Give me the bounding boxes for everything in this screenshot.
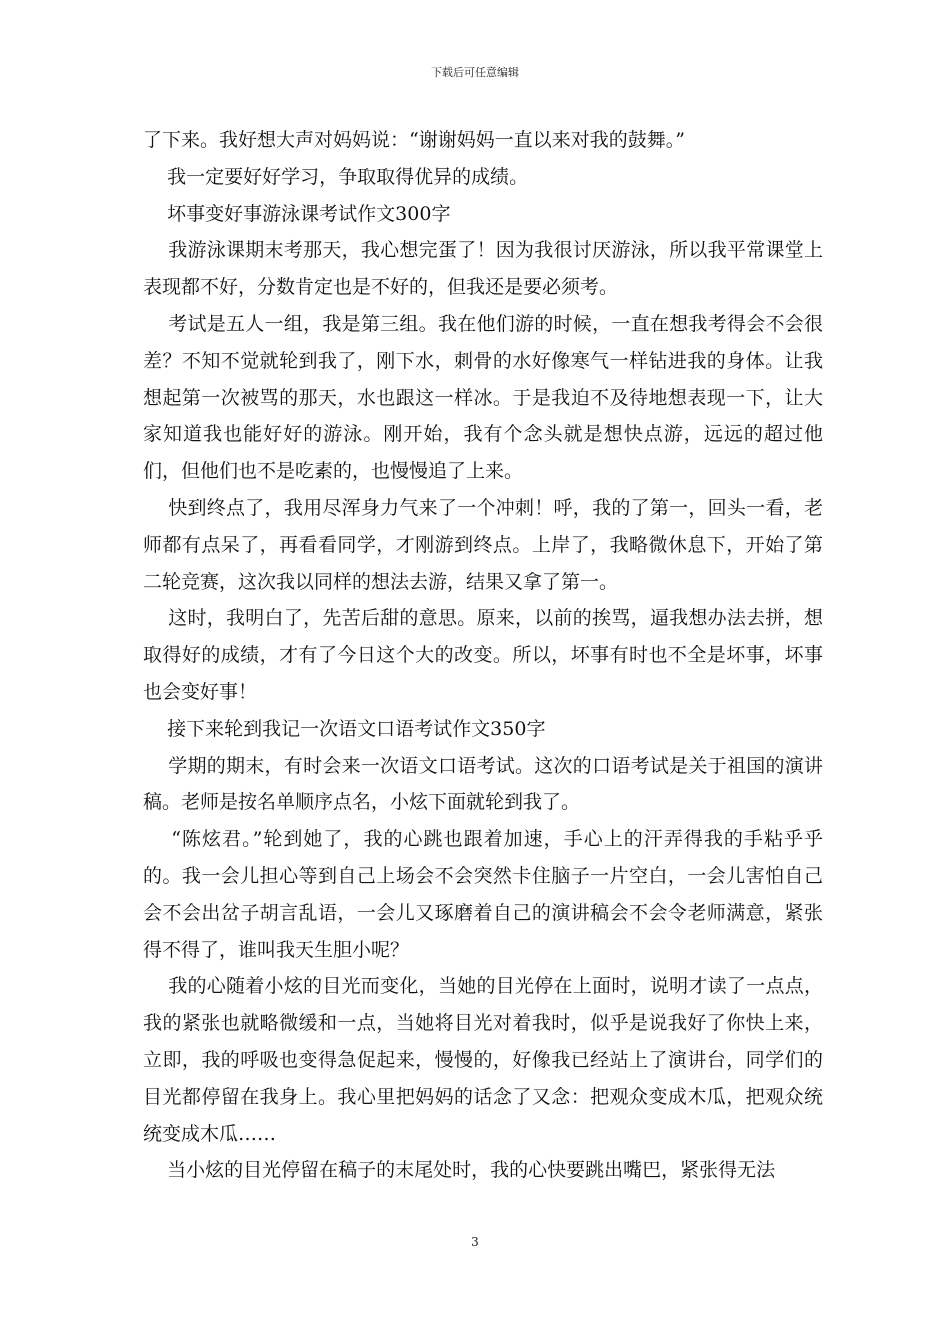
paragraph: 了下来。我好想大声对妈妈说：“谢谢妈妈一直以来对我的鼓舞。” bbox=[143, 129, 685, 151]
section-title: 接下来轮到我记一次语文口语考试作文350字 bbox=[143, 717, 546, 740]
section-title: 坏事变好事游泳课考试作文300字 bbox=[143, 202, 451, 225]
paragraph: 我一定要好好学习，争取取得优异的成绩。 bbox=[143, 165, 529, 188]
paragraph: 我游泳课期末考那天，我心想完蛋了！因为我很讨厌游泳，所以我平常课堂上表现都不好，分数肯定也是不好的，但我还是要必须考。 bbox=[143, 239, 823, 299]
paragraph: 考试是五人一组，我是第三组。我在他们游的时候，一直在想我考得会不会很差？不知不觉就轮到我了，刚下水，刺骨的水好像寒气一样钻进我的身体。让我想起第一次被骂的那天，水也跟这一样冰。于是我迫不及待地想表现一下，让大家知道我也能好好的游泳。刚开始，我有个念头就是想快点游，远远的超过他们，但他们也不是吃素的，也慢慢追了上来。 bbox=[143, 312, 823, 483]
page-number: 3 bbox=[471, 1235, 479, 1249]
paragraph: 当小炫的目光停留在稿子的末尾处时，我的心快要跳出嘴巴，紧张得无法 bbox=[143, 1159, 776, 1182]
paragraph: 快到终点了，我用尽浑身力气来了一个冲刺！呼，我的了第一，回头一看，老师都有点呆了，再看看同学，才刚游到终点。上岸了，我略微休息下，开始了第二轮竞赛，这次我以同样的想法去游，结果又拿了第一。 bbox=[143, 496, 823, 593]
paragraph: 学期的期末，有时会来一次语文口语考试。这次的口语考试是关于祖国的演讲稿。老师是按名单顺序点名，小炫下面就轮到我了。 bbox=[143, 754, 823, 814]
paragraph: 我的心随着小炫的目光而变化，当她的目光停在上面时，说明才读了一点点，我的紧张也就略微缓和一点，当她将目光对着我时，似乎是说我好了你快上来，立即，我的呼吸也变得急促起来，慢慢的，好像我已经站上了演讲台，同学们的目光都停留在我身上。我心里把妈妈的话念了又念：把观众变成木瓜，把观众统统变成木瓜…… bbox=[143, 975, 823, 1145]
document-body bbox=[143, 122, 823, 1189]
paragraph: 这时，我明白了，先苦后甜的意思。原来，以前的挨骂，逼我想办法去拼，想取得好的成绩，才有了今日这个大的改变。所以，坏事有时也不全是坏事，坏事也会变好事！ bbox=[143, 607, 823, 703]
paragraph: “陈炫君。”轮到她了，我的心跳也跟着加速，手心上的汗弄得我的手粘乎乎的。我一会儿担心等到自己上场会不会突然卡住脑子一片空白，一会儿害怕自己会不会出岔子胡言乱语，一会儿又琢磨着自己的演讲稿会不会令老师满意，紧张得不得了，谁叫我天生胆小呢？ bbox=[143, 828, 823, 961]
page-header: 下载后可任意编辑 bbox=[431, 66, 519, 79]
